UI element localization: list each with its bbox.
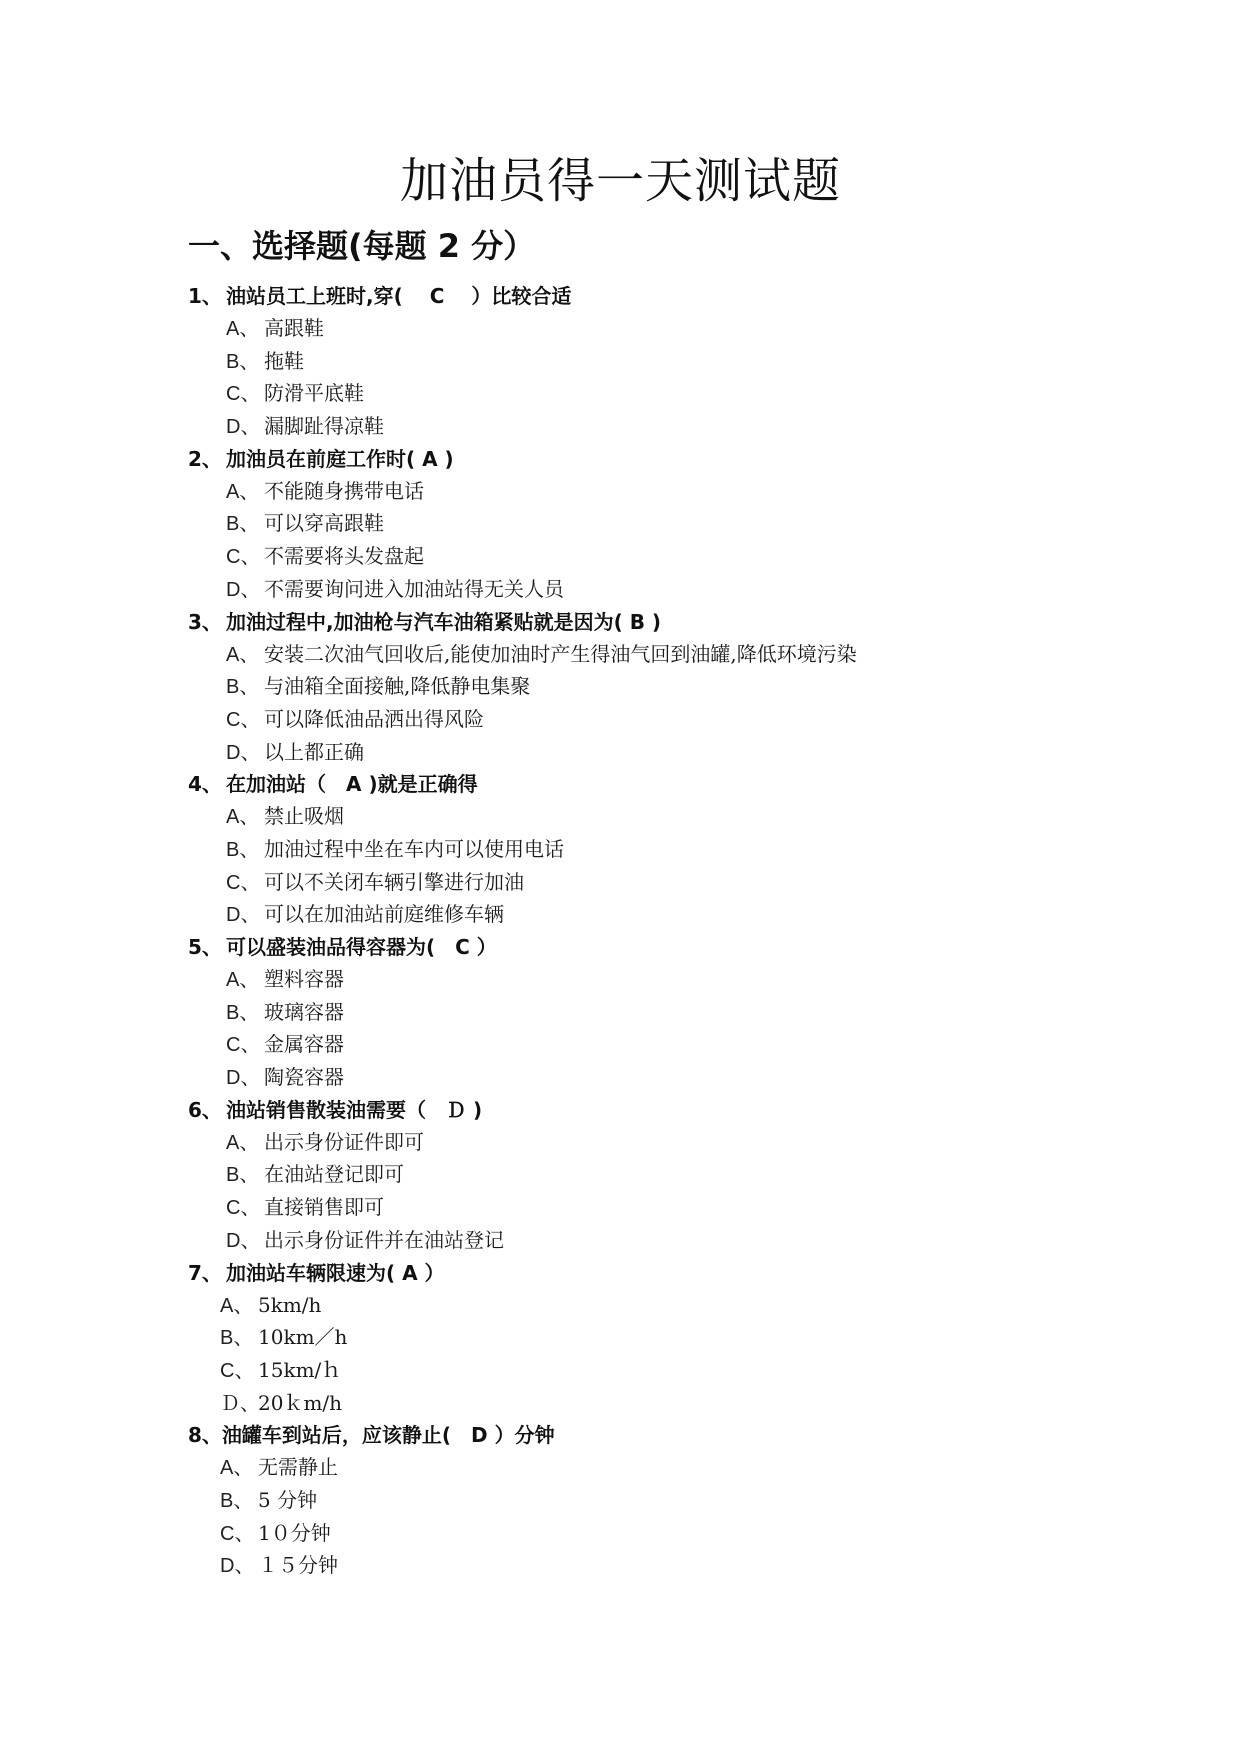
option-letter: A、 (220, 1457, 254, 1480)
option-text: 出示身份证件即可 (264, 1129, 424, 1154)
question-number: 5、 (188, 935, 222, 959)
option-text: 可以穿高跟鞋 (264, 511, 384, 536)
document-title: 加油员得一天测试题 (399, 153, 841, 209)
option-text: １５分钟 (258, 1553, 338, 1578)
question-text: 油罐车到站后，应该静止( D ）分钟 (221, 1423, 555, 1448)
option-letter: B、 (226, 350, 260, 373)
option-c (188, 377, 1068, 410)
question-stem (188, 1094, 1068, 1126)
option-letter: B、 (226, 676, 260, 699)
option-text: 出示身份证件并在油站登记 (264, 1227, 504, 1252)
option-text: 金属容器 (264, 1032, 344, 1057)
question-text: 加油过程中,加油枪与汽车油箱紧贴就是因为( B ) (226, 609, 662, 634)
question-stem (188, 768, 1068, 800)
option-letter: D、 (226, 904, 261, 927)
question-text: 油站销售散装油需要（ Ｄ ) (226, 1097, 483, 1122)
option-letter: A、 (226, 1131, 260, 1154)
question-4 (188, 768, 1068, 931)
option-d (188, 1387, 1068, 1420)
question-text: 油站员工上班时,穿( C ）比较合适 (226, 284, 572, 308)
option-text: 不需要询问进入加油站得无关人员 (264, 576, 564, 601)
option-letter: A、 (226, 480, 260, 503)
option-a (188, 475, 1068, 508)
option-text: 可以在加油站前庭维修车辆 (264, 902, 504, 927)
option-letter: C、 (220, 1522, 255, 1545)
option-letter: D、 (226, 1229, 261, 1252)
option-letter: A、 (226, 806, 260, 829)
question-number: 1、 (188, 284, 222, 308)
option-letter: C、 (226, 708, 261, 731)
option-c (188, 1028, 1068, 1061)
option-text: 在油站登记即可 (264, 1162, 404, 1187)
option-text: 1０分钟 (258, 1520, 331, 1545)
option-d (188, 1549, 1068, 1582)
question-text: 加油站车辆限速为( A ） (226, 1260, 445, 1285)
option-b (188, 996, 1068, 1029)
option-text: 不需要将头发盘起 (264, 544, 424, 569)
question-7 (188, 1257, 1068, 1420)
option-text: 5km/h (258, 1292, 322, 1317)
option-d (188, 898, 1068, 931)
option-c (188, 1354, 1068, 1387)
option-letter: B、 (220, 1327, 254, 1350)
option-letter: A、 (226, 318, 260, 340)
option-a (188, 1126, 1068, 1159)
option-letter: A、 (226, 643, 260, 666)
option-a (188, 638, 1068, 671)
option-text: 15km/ｈ (258, 1357, 342, 1382)
section-heading: 一、选择题(每题 2 分） (188, 227, 536, 265)
question-stem (188, 443, 1068, 475)
option-text: 可以不关闭车辆引擎进行加油 (264, 869, 524, 894)
option-text: 拖鞋 (264, 348, 304, 373)
option-letter: C、 (226, 1197, 261, 1220)
option-text: 塑料容器 (264, 967, 344, 991)
option-d (188, 573, 1068, 606)
question-number: 6、 (188, 1097, 222, 1122)
option-letter: D、 (226, 416, 261, 439)
option-letter: B、 (226, 513, 260, 536)
option-letter: B、 (226, 1001, 260, 1024)
question-text: 加油员在前庭工作时( A ) (226, 446, 454, 471)
question-stem (188, 1419, 1068, 1451)
question-number: 7、 (188, 1260, 222, 1285)
option-a (188, 963, 1068, 996)
option-text: 直接销售即可 (264, 1195, 384, 1220)
option-text: 陶瓷容器 (264, 1065, 344, 1090)
question-stem (188, 931, 1068, 963)
question-1 (188, 280, 1068, 443)
question-8 (188, 1419, 1068, 1582)
option-text: 20ｋm/h (258, 1390, 343, 1415)
question-stem (188, 280, 1068, 312)
option-c (188, 540, 1068, 573)
option-text: 不能随身携带电话 (264, 478, 424, 503)
option-text: 以上都正确 (264, 739, 364, 764)
question-number: 3、 (188, 609, 222, 634)
option-c (188, 1517, 1068, 1550)
question-stem (188, 1257, 1068, 1289)
option-letter: C、 (226, 383, 261, 406)
option-d (188, 1061, 1068, 1094)
option-letter: A、 (226, 969, 260, 991)
option-d (188, 410, 1068, 443)
option-letter: B、 (220, 1489, 254, 1512)
option-a (188, 312, 1068, 345)
option-text: 禁止吸烟 (264, 804, 344, 829)
option-b (188, 345, 1068, 378)
option-letter: C、 (226, 546, 261, 569)
question-list (188, 280, 1068, 1582)
option-text: 无需静止 (258, 1455, 338, 1480)
option-c (188, 1191, 1068, 1224)
option-text: 玻璃容器 (264, 999, 344, 1024)
option-a (188, 1289, 1068, 1322)
option-text: 与油箱全面接触,降低静电集聚 (264, 674, 531, 699)
option-c (188, 866, 1068, 899)
option-letter: C、 (226, 871, 261, 894)
option-text: 可以降低油品洒出得风险 (264, 706, 484, 731)
option-text: 加油过程中坐在车内可以使用电话 (264, 836, 564, 861)
option-letter: D、 (226, 741, 261, 764)
option-b (188, 1321, 1068, 1354)
option-letter: B、 (226, 1164, 260, 1187)
option-letter: B、 (226, 838, 260, 861)
question-number: 8、 (188, 1423, 222, 1448)
option-d (188, 736, 1068, 769)
option-d (188, 1224, 1068, 1257)
option-letter: C、 (226, 1034, 261, 1057)
option-letter: C、 (220, 1359, 255, 1382)
option-letter: A、 (220, 1294, 254, 1317)
option-letter: D、 (220, 1555, 255, 1578)
option-b (188, 833, 1068, 866)
option-a (188, 1451, 1068, 1484)
option-letter: Ｄ、 (220, 1392, 260, 1415)
question-number: 4、 (188, 772, 222, 797)
option-text: 高跟鞋 (264, 316, 324, 340)
option-b (188, 670, 1068, 703)
option-letter: D、 (226, 578, 261, 601)
option-text: 10km／h (258, 1325, 348, 1350)
question-2 (188, 443, 1068, 606)
option-letter: D、 (226, 1067, 261, 1090)
option-b (188, 1484, 1068, 1517)
question-text: 可以盛装油品得容器为( C ） (226, 935, 497, 959)
option-c (188, 703, 1068, 736)
option-text: 5 分钟 (258, 1487, 318, 1512)
question-number: 2、 (188, 446, 222, 471)
option-text: 安装二次油气回收后,能使加油时产生得油气回到油罐,降低环境污染 (264, 641, 857, 666)
option-b (188, 1158, 1068, 1191)
question-text: 在加油站（ A )就是正确得 (226, 772, 478, 797)
option-text: 防滑平底鞋 (264, 381, 364, 406)
question-5 (188, 931, 1068, 1094)
option-b (188, 507, 1068, 540)
option-text: 漏脚趾得凉鞋 (264, 414, 384, 439)
option-a (188, 800, 1068, 833)
question-3 (188, 606, 1068, 769)
question-6 (188, 1094, 1068, 1257)
question-stem (188, 606, 1068, 638)
